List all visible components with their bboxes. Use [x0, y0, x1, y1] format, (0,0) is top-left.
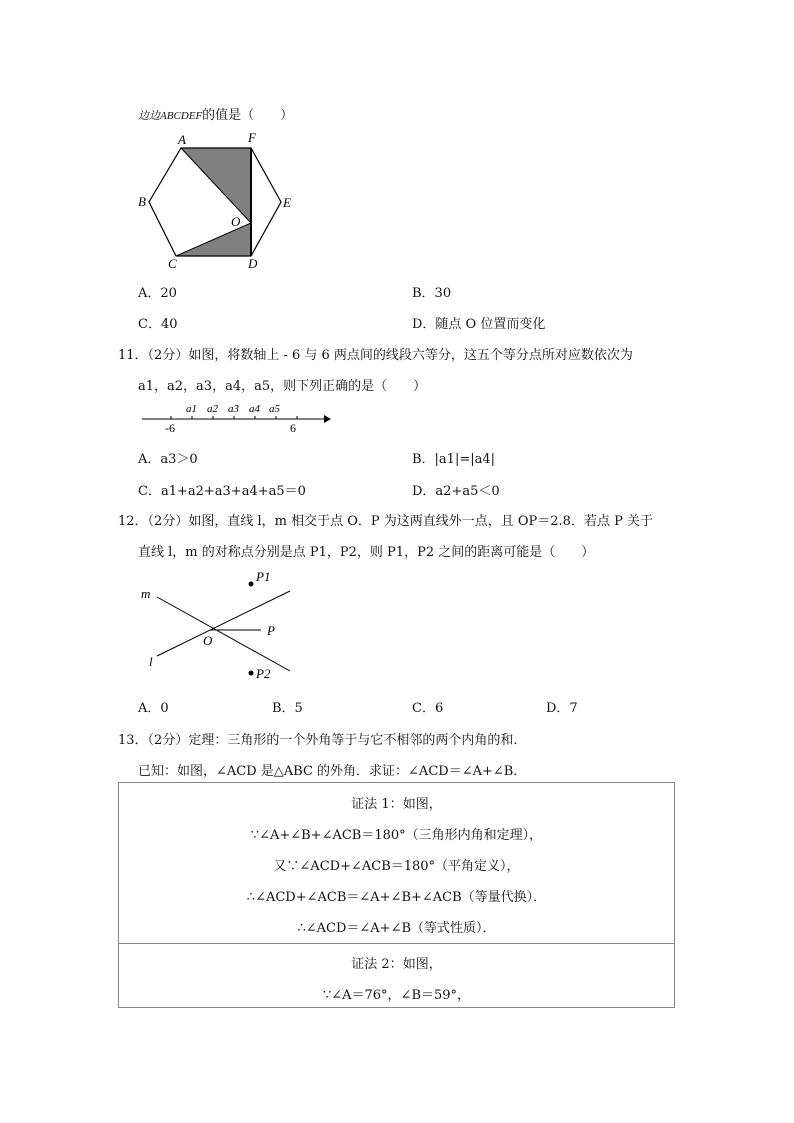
q11-line1: 11．（2分）如图，将数轴上 - 6 与 6 两点间的线段六等分，这五个等分点所对应数依次为	[118, 348, 633, 363]
q12-option-c[interactable]: C．6	[412, 701, 444, 716]
q11-option-a[interactable]: A．a3＞0	[138, 452, 198, 467]
tick-label-a1: a1	[186, 403, 197, 415]
label-l: l	[149, 654, 153, 669]
label-d: D	[248, 256, 258, 271]
q10-intro-small: 边边ABCDEF	[138, 110, 203, 122]
q10-option-d[interactable]: D．随点 O 位置而变化	[412, 317, 546, 332]
q10-option-a[interactable]: A．20	[138, 286, 177, 301]
label-p2: P2	[256, 666, 271, 681]
q10-option-b[interactable]: B．30	[412, 286, 452, 301]
point-p2	[249, 671, 254, 676]
proof1-line-2: ∵∠A+∠B+∠ACB＝180°（三角形内角和定理），	[250, 828, 543, 843]
q10-option-c[interactable]: C．40	[138, 317, 178, 332]
arrow-icon	[324, 415, 331, 423]
label-p1: P1	[256, 569, 271, 584]
tick-label-a4: a4	[249, 403, 260, 415]
shaded-triangle-afo	[181, 148, 251, 223]
q12-option-a[interactable]: A．0	[138, 701, 169, 716]
q12-line1: 12．（2分）如图，直线 l，m 相交于点 O．P 为这两直线外一点，且 OP＝2.8．若点 P 关于	[118, 514, 653, 529]
number-line-figure	[138, 398, 338, 436]
label-a: A	[178, 132, 186, 147]
label-c: C	[168, 256, 177, 271]
reflection-figure	[135, 565, 305, 690]
label-e: E	[283, 195, 291, 210]
label-b: B	[138, 194, 146, 209]
proof-table	[118, 782, 675, 1008]
q11-option-c[interactable]: C．a1+a2+a3+a4+a5＝0	[138, 484, 306, 499]
q12-option-d[interactable]: D．7	[546, 701, 578, 716]
tick-label-a3: a3	[228, 403, 239, 415]
q13-line2: 已知：如图，∠ACD 是△ABC 的外角．求证：∠ACD＝∠A+∠B．	[138, 764, 527, 779]
tick-label-a2: a2	[207, 403, 218, 415]
q10-intro	[138, 104, 293, 123]
q12-option-b[interactable]: B．5	[272, 701, 303, 716]
q12-line2: 直线 l，m 的对称点分别是点 P1，P2，则 P1，P2 之间的距离可能是（ ）	[138, 545, 595, 560]
proof1-line-4: ∴∠ACD+∠ACB＝∠A+∠B+∠ACB（等量代换）．	[246, 890, 547, 905]
proof-divider	[119, 943, 674, 944]
q11-option-d[interactable]: D．a2+a5＜0	[412, 484, 500, 499]
hexagon-figure	[130, 128, 300, 273]
label-p: P	[267, 623, 275, 638]
point-p1	[249, 582, 254, 587]
proof2-line-2: ∵∠A＝76°，∠B＝59°，	[322, 988, 471, 1003]
label-f: F	[248, 130, 256, 145]
q13-line1: 13．（2分）定理：三角形的一个外角等于与它不相邻的两个内角的和．	[118, 733, 527, 748]
q11-option-b[interactable]: B．|a1|=|a4|	[412, 452, 496, 467]
label-o: O	[231, 214, 241, 229]
tick-label-a5: a5	[269, 403, 280, 415]
q11-line2: a1，a2，a3，a4，a5，则下列正确的是（ ）	[138, 379, 427, 394]
tick-label-pos6: 6	[290, 421, 296, 435]
proof2-line-1: 证法 2：如图，	[351, 957, 442, 972]
proof1-line-5: ∴∠ACD＝∠A+∠B（等式性质）．	[297, 921, 496, 936]
proof1-line-3: 又∵∠ACD+∠ACB＝180°（平角定义），	[273, 859, 520, 874]
tick-label-neg6: -6	[165, 421, 175, 435]
label-o: O	[203, 633, 213, 648]
proof1-line-1: 证法 1：如图，	[351, 797, 442, 812]
label-m: m	[141, 586, 151, 601]
q10-intro-rest: 的值是（ ）	[202, 108, 294, 123]
